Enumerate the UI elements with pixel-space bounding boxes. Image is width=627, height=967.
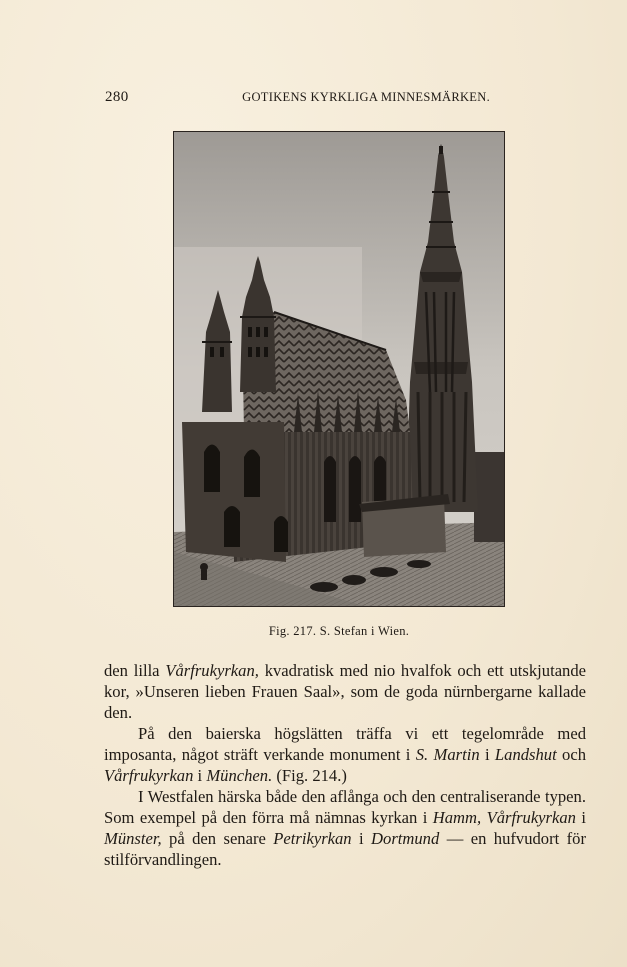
italic-text: Petrikyrkan bbox=[273, 829, 352, 848]
text-run: i bbox=[193, 766, 207, 785]
italic-text: Hamm, Vårfrukyrkan bbox=[432, 808, 576, 827]
paragraph-3 bbox=[104, 786, 586, 870]
text-run: (Fig. 214.) bbox=[272, 766, 347, 785]
italic-text: Landshut bbox=[494, 745, 557, 764]
text-run: den lilla bbox=[104, 661, 166, 680]
text-run: och bbox=[556, 745, 586, 764]
text-run: på den senare bbox=[161, 829, 274, 848]
paragraph-2 bbox=[104, 723, 586, 786]
cathedral-illustration bbox=[174, 132, 504, 606]
side-building bbox=[474, 452, 504, 542]
italic-text: Vårfrukyrkan bbox=[104, 766, 194, 785]
text-run: På den baierska högslätten träffa vi ett tegelområde med imposanta, något sträft verkande monument i bbox=[104, 724, 586, 764]
italic-text: München. bbox=[206, 766, 273, 785]
italic-text: Münster, bbox=[104, 829, 162, 848]
text-run: kvadratisk med nio hvalfok och ett utskjutande kor, »Unseren lieben Frauen Saal», som de goda nürnbergarne kallade den. bbox=[104, 661, 587, 722]
body-text bbox=[104, 660, 586, 870]
text-run: i bbox=[351, 829, 372, 848]
cathedral-figure bbox=[173, 131, 505, 607]
text-run: i bbox=[575, 808, 586, 827]
figure-caption: Fig. 217. S. Stefan i Wien. bbox=[268, 624, 410, 638]
italic-text: Dortmund bbox=[371, 829, 440, 848]
text-run: — en hufvudort för stilförvandlingen. bbox=[104, 829, 586, 869]
italic-text: S. Martin bbox=[415, 745, 480, 764]
page-header bbox=[105, 89, 490, 109]
italic-text: Vårfrukyrkan, bbox=[165, 661, 259, 680]
paragraph-1 bbox=[104, 660, 586, 723]
text-run: I Westfalen härska både den aflånga och den centraliserande typen. Som exempel på den förra må nämnas kyrkan i bbox=[104, 787, 586, 827]
running-title: GOTIKENS KYRKLIGA MINNESMÄRKEN. bbox=[242, 90, 490, 104]
text-run: i bbox=[479, 745, 495, 764]
page-number: 280 bbox=[105, 89, 129, 105]
